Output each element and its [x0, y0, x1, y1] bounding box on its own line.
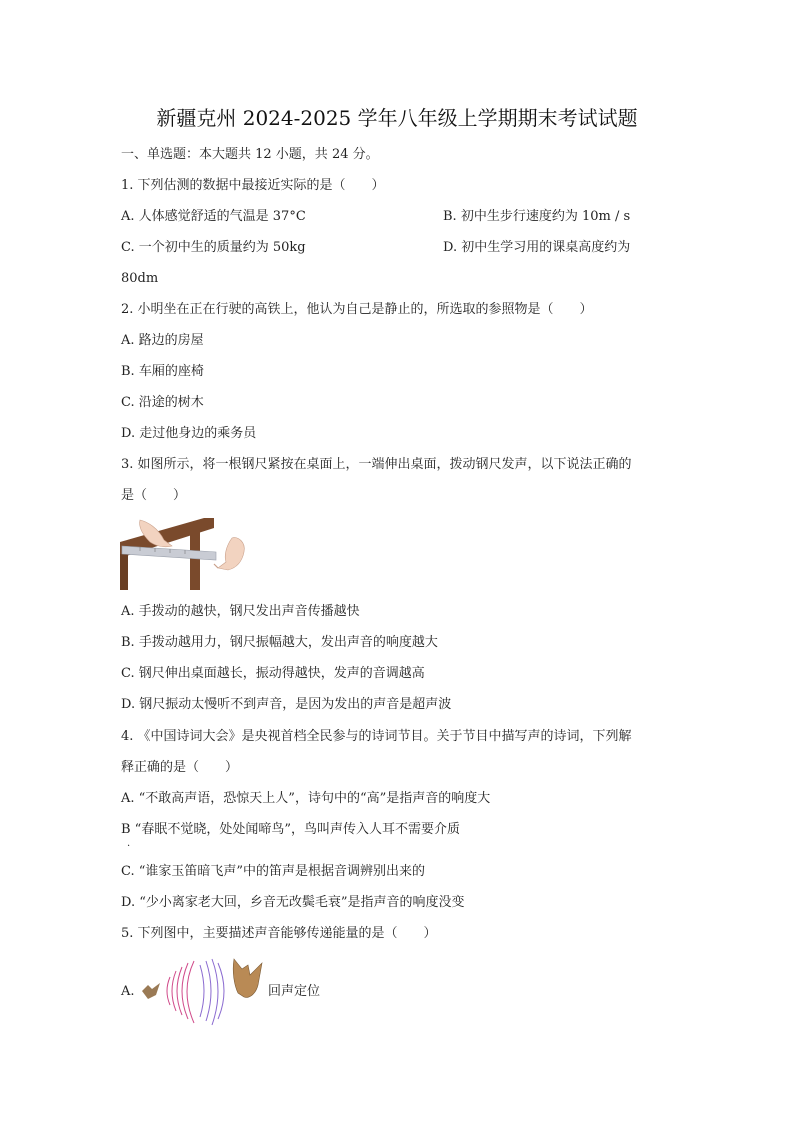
table-edge [120, 554, 128, 590]
q3-stem-line1: 3. 如图所示，将一根钢尺紧按在桌面上，一端伸出桌面，拨动钢尺发声，以下说法正确的 [121, 457, 632, 472]
sound-wave-arcs [167, 959, 224, 1025]
ruler-on-table-illustration [120, 518, 260, 590]
q2-stem: 2. 小明坐在正在行驶的高铁上，他认为自己是静止的，所选取的参照物是（ ） [121, 302, 593, 317]
q3-option-a: A. 手拨动的越快，钢尺发出声音传播越快 [121, 604, 360, 619]
q1-option-d: D. 初中生学习用的课桌高度约为 [443, 240, 631, 255]
q2-option-c: C. 沿途的树木 [121, 395, 204, 410]
q3-option-c: C. 钢尺伸出桌面越长，振动得越快，发声的音调越高 [121, 666, 425, 681]
q4-stem-line1: 4. 《中国诗词大会》是央视首档全民参与的诗词节目。关于节目中描写声的诗词，下列解 [121, 729, 632, 744]
q2-option-a: A. 路边的房屋 [121, 333, 204, 348]
q4-option-d: D. “少小离家老大回，乡音无改鬓毛衰”是指声音的响度没变 [121, 895, 465, 910]
q1-option-c: C. 一个初中生的质量约为 50kg [121, 240, 306, 255]
q5-stem: 5. 下列图中，主要描述声音能够传递能量的是（ ） [121, 926, 437, 941]
q5-option-a-caption: 回声定位 [268, 984, 321, 999]
q3-option-d: D. 钢尺振动太慢听不到声音，是因为发出的声音是超声波 [121, 697, 452, 712]
section-heading: 一、单选题：本大题共 12 小题，共 24 分。 [121, 147, 379, 162]
bat-icon [233, 959, 262, 997]
q4-option-b-dot: . [127, 838, 131, 849]
q4-option-c: C. “谁家玉笛暗飞声”中的笛声是根据音调辨别出来的 [121, 864, 426, 879]
q1-stem: 1. 下列估测的数据中最接近实际的是（ ） [121, 178, 385, 193]
moth-icon [142, 983, 160, 999]
q3-option-b: B. 手拨动越用力，钢尺振幅越大，发出声音的响度越大 [121, 635, 438, 650]
bat-echolocation-illustration [138, 955, 268, 1027]
q2-option-b: B. 车厢的座椅 [121, 364, 204, 379]
q5-option-a-letter: A. [121, 984, 135, 999]
q1-option-a: A. 人体感觉舒适的气温是 37°C [121, 209, 306, 224]
q1-option-b: B. 初中生步行速度约为 10m / s [443, 209, 631, 224]
q3-stem-line2: 是（ ） [121, 488, 187, 503]
page-title: 新疆克州 2024-2025 学年八年级上学期期末考试试题 [156, 106, 638, 130]
q4-option-b: B “春眠不觉晓，处处闻啼鸟”，鸟叫声传入人耳不需要介质 [121, 822, 460, 837]
q4-option-a: A. “不敢高声语，恐惊天上人”，诗句中的“高”是指声音的响度大 [121, 791, 491, 806]
q4-stem-line2: 释正确的是（ ） [121, 760, 239, 775]
q1-option-d-continued: 80dm [121, 271, 159, 286]
q2-option-d: D. 走过他身边的乘务员 [121, 426, 257, 441]
